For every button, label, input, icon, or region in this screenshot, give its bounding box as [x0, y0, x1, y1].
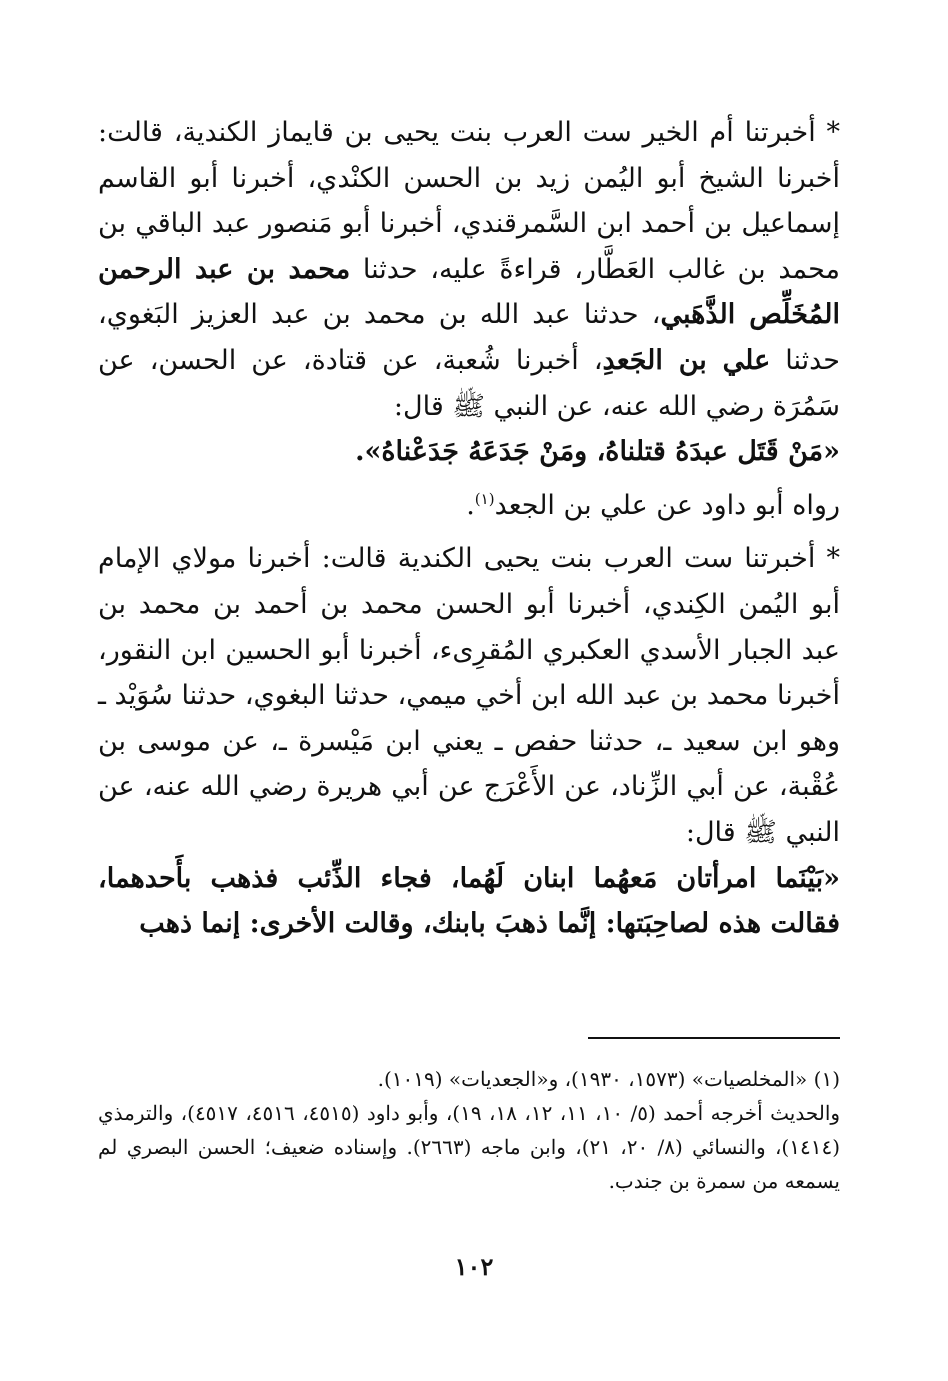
hadith-text-1: «مَنْ قَتَل عبدَهُ قتلناهُ، ومَنْ جَدَعَهُ جَدَعْناهُ».	[355, 436, 840, 468]
footnote-separator	[588, 1037, 840, 1039]
narrator-name-ibn-aljad: علي بن الجَعدِ	[602, 344, 771, 376]
paragraph-1-mid: ، حدثنا عبد الله بن محمد بن عبد العزيز البَغوي، حدثنا	[98, 299, 840, 376]
footnote-1-continuation: والحديث أخرجه أحمد (٥/ ١٠، ١١، ١٢، ١٨، ١٩)، وأبو داود (٤٥١٥، ٤٥١٦، ٤٥١٧)، والترمذي (١٤١٤)، والنسائي (٨/ ٢٠، ٢١)، وابن ماجه (٢٦٦٣). وإسناده ضعيف؛ الحسن البصري لم يسمعه من سمرة بن جندب.	[98, 1101, 841, 1193]
paragraph-isnad-2: * أخبرتنا ست العرب بنت يحيى الكندية قالت: أخبرنا مولاي الإمام أبو اليُمن الكِندي، أخبرنا أبو الحسن محمد بن أحمد بن محمد بن عبد الجبار الأسدي العكبري المُقرِىء، أخبرنا أبو الحسين ابن النقور، أخبرنا محمد بن عبد الله ابن أخي ميمي، حدثنا البغوي، حدثنا سُوَيْد ـ وهو ابن سعيد ـ، حدثنا حفص ـ يعني ابن مَيْسرة ـ، عن موسى بن عُقْبة، عن أبي الزِّناد، عن الأَعْرَج عن أبي هريرة رضي الله عنه، عن النبي ﷺ قال:	[98, 543, 840, 848]
paragraph-1-lead: * أخبرتنا أم الخير ست العرب بنت يحيى بن قايماز الكندية، قالت: أخبرنا الشيخ أبو اليُمن زيد بن الحسن الكنْدي، أخبرنا أبو القاسم إسماعيل بن أحمد ابن السَّمرقندي، أخبرنا أبو مَنصور عبد الباقي بن محمد بن غالب العَطَّار، قراءةً عليه، حدثنا	[98, 117, 840, 285]
footnotes	[98, 1062, 840, 1198]
paragraph-isnad-1	[98, 110, 840, 429]
footnote-1: (١) «المخلصيات» (١٥٧٣، ١٩٣٠)، و«الجعديات» (١٠١٩).	[377, 1067, 840, 1091]
page-number: ١٠٢	[454, 1252, 494, 1281]
hadith-text-2: «بَيْنَما امرأتان مَعهُما ابنان لَهُما، فجاء الذِّئب فذهب بأَحدهما، فقالت هذه لصاحِبَتها: إنَّما ذهبَ بابنك، وقالت الأخرى: إنما ذهب	[98, 862, 840, 940]
narration-text: رواه أبو داود عن علي بن الجعد	[494, 489, 840, 521]
footnote-reference[interactable]: (١)	[474, 489, 495, 508]
paragraph-1-tail: ، أخبرنا شُعبة، عن قتادة، عن الحسن، عن سَمُرَة رضي الله عنه، عن النبي ﷺ قال:	[98, 344, 840, 422]
narration-end: .	[466, 489, 475, 521]
narrator-name-mukhallis: محمد بن عبد الرحمن المُخَلِّص الذَّهَبي	[98, 253, 840, 331]
main-text	[98, 110, 840, 947]
narration-note-1	[98, 483, 840, 529]
